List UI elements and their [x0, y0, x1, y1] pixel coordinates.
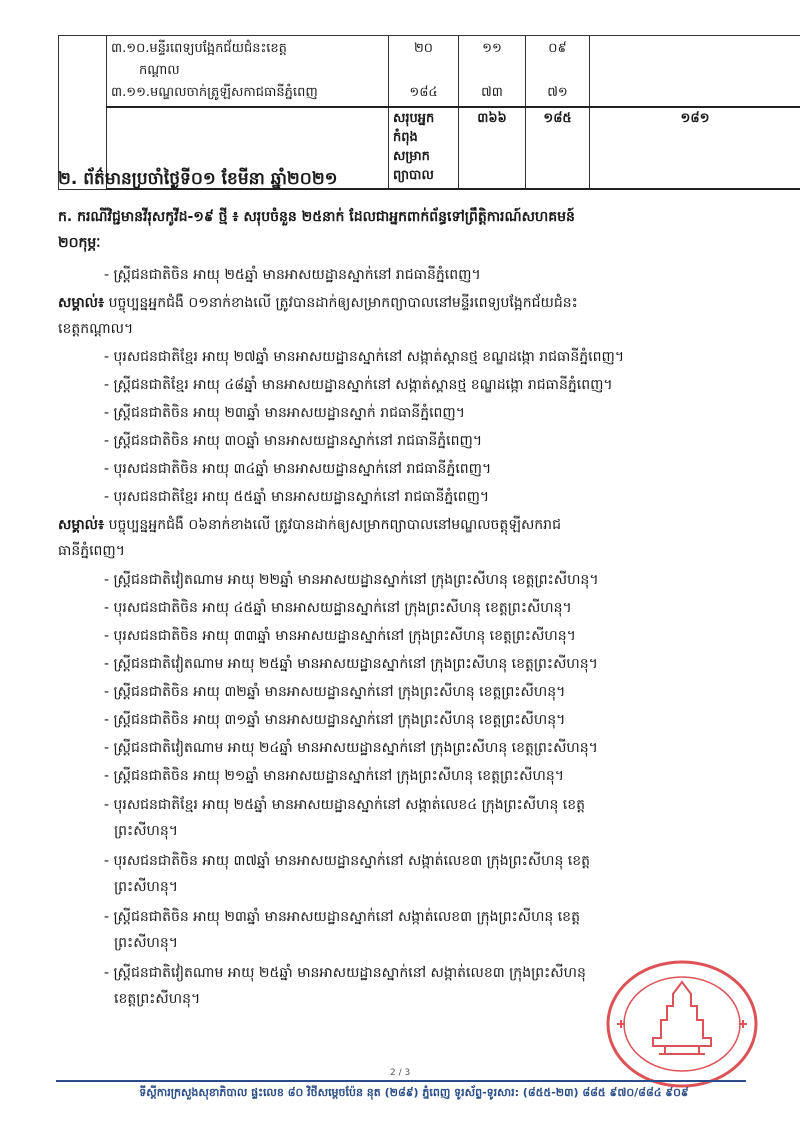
list-item: - ស្ត្រីជនជាតិខ្មែរ អាយុ ៤៨ឆ្នាំ មានអាសយដ្ឋានស្នាក់នៅ សង្កាត់ស្ពានថ្ម ខណ្ឌដង្កោ រាជធានីភ្នំពេញ។: [104, 377, 613, 393]
list-item: - ស្ត្រីជនជាតិវៀតណាម អាយុ ២៥ឆ្នាំ មានអាសយដ្ឋានស្នាក់នៅ សង្កាត់លេខ៣ ក្រុងព្រះសីហនុ ខេត្តព្រះសីហនុ។: [104, 965, 586, 1007]
row-name-cont: កណ្តាល: [139, 63, 180, 78]
total-label: សរុបអ្នកកំពុងសម្រាកព្យាបាល: [389, 107, 459, 189]
cell-female: ៧១: [547, 85, 568, 100]
list-item: - ស្ត្រីជនជាតិវៀតណាម អាយុ ២៥ឆ្នាំ មានអាសយដ្ឋានស្នាក់នៅ ក្រុងព្រះសីហនុ ខេត្តព្រះសីហនុ។: [104, 656, 598, 672]
list-item: - បុរសជនជាតិខ្មែរ អាយុ ២៥ឆ្នាំ មានអាសយដ្ឋានស្នាក់នៅ សង្កាត់លេខ៤ ក្រុងព្រះសីហនុ ខេត្ត ព្រះសីហនុ។: [104, 797, 586, 839]
list-item: - ស្ត្រីជនជាតិចិន អាយុ ៣១ឆ្នាំ មានអាសយដ្ឋានស្នាក់នៅ ក្រុងព្រះសីហនុ ខេត្តព្រះសីហនុ។: [104, 712, 566, 728]
list-item: - បុរសជនជាតិខ្មែរ អាយុ ៥៥ឆ្នាំ មានអាសយដ្ឋានស្នាក់នៅ រាជធានីភ្នំពេញ។: [104, 489, 490, 505]
cell-female: ០៩: [548, 41, 567, 56]
patients-table: [58, 35, 800, 190]
list-item: - ស្ត្រីជនជាតិចិន អាយុ ៣០ឆ្នាំ មានអាសយដ្ឋានស្នាក់នៅ រាជធានីភ្នំពេញ។: [104, 433, 483, 449]
cell-male: ១១: [482, 41, 502, 56]
note-1: សម្គាល់៖ បច្ចុប្បន្នអ្នកជំងឺ ០១នាក់ខាងលើ ត្រូវបានដាក់ឲ្យសម្រាកព្យាបាលនៅមន្ទីរពេទ្យបង្អែកជ័យជំនះ ខេត្តកណ្តាល។: [58, 295, 578, 337]
cell-male: ៧៣: [481, 85, 503, 100]
list-item: - បុរសជនជាតិខ្មែរ អាយុ ២៧ឆ្នាំ មានអាសយដ្ឋានស្នាក់នៅ សង្កាត់ស្ពានថ្ម ខណ្ឌដង្កោ រាជធានីភ្នំពេញ។: [104, 349, 625, 365]
footer-divider: [56, 1080, 746, 1082]
list-item: - បុរសជនជាតិចិន អាយុ ៤៥ឆ្នាំ មានអាសយដ្ឋានស្នាក់នៅ ក្រុងព្រះសីហនុ ខេត្តព្រះសីហនុ។: [104, 600, 572, 616]
list-item: - ស្ត្រីជនជាតិវៀតណាម អាយុ ២២ឆ្នាំ មានអាសយដ្ឋានស្នាក់នៅ ក្រុងព្រះសីហនុ ខេត្តព្រះសីហនុ។: [104, 572, 599, 588]
row-name: ៣.១០.មន្ទីរពេទ្យបង្អែកជ័យជំនះខេត្ត: [111, 41, 287, 56]
list-item: - ស្ត្រីជនជាតិចិន អាយុ ២១ឆ្នាំ មានអាសយដ្ឋានស្នាក់នៅ ក្រុងព្រះសីហនុ ខេត្តព្រះសីហនុ។: [104, 768, 564, 784]
list-item: - ស្ត្រីជនជាតិចិន អាយុ ២៣ឆ្នាំ មានអាសយដ្ឋានស្នាក់នៅ សង្កាត់លេខ៣ ក្រុងព្រះសីហនុ ខេត្ត ព្រះសីហនុ។: [104, 909, 580, 951]
list-item: - បុរសជនជាតិចិន អាយុ ៣៣ឆ្នាំ មានអាសយដ្ឋានស្នាក់នៅ ក្រុងព្រះសីហនុ ខេត្តព្រះសីហនុ។: [104, 628, 576, 644]
row-name: ៣.១១.មណ្ឌលចាក់ត្រូឡីសកាជធានីភ្នំពេញ: [111, 85, 318, 100]
section-heading: ២. ព័ត៌មានប្រចាំថ្ងៃទី០១ ខែមីនា ឆ្នាំ២០២១: [58, 169, 338, 189]
table-row: [59, 36, 800, 108]
cell-total: ២០: [413, 41, 434, 56]
list-item: - ស្ត្រីជនជាតិវៀតណាម អាយុ ២៤ឆ្នាំ មានអាសយដ្ឋានស្នាក់នៅ ក្រុងព្រះសីហនុ ខេត្តព្រះសីហនុ។: [104, 740, 598, 756]
total-c2: ១៨៥: [526, 107, 590, 189]
page-number: 2 / 3: [390, 1068, 411, 1078]
section-subheading: ក. ករណីវិជ្ជមានវីរុសកូវីដ-១៩ ថ្មី ៖ សរុបចំនួន ២៥នាក់ ដែលជាអ្នកពាក់ព័ន្ធទៅព្រឹត្តិការណ៍សហគមន៍ ២០កុម្ភៈ: [58, 209, 575, 251]
total-c1: ៣៦៦: [459, 107, 526, 189]
official-seal-icon: [603, 958, 761, 1090]
list-item: - បុរសជនជាតិចិន អាយុ ៣៤ឆ្នាំ មានអាសយដ្ឋានស្នាក់នៅ រាជធានីភ្នំពេញ។: [104, 461, 492, 477]
list-item: - ស្ត្រីជនជាតិចិន អាយុ ២៣ឆ្នាំ មានអាសយដ្ឋានស្នាក់ រាជធានីភ្នំពេញ។: [104, 405, 465, 421]
footer-address: ទីស្តីការក្រសួងសុខាភិបាល ផ្ទះលេខ ៨០ វិថីសម្តេចប៉ែន នុត (២៨៩) ភ្នំពេញ ទូរស័ព្ទ-ទូរសារ: (៨៥៥-២៣) ៨៨៥ ៩៧០/៨៨៤ ៩០៩: [139, 1086, 689, 1099]
cell-total: ១៨៤: [409, 85, 438, 100]
total-c3: ១៨១: [590, 107, 800, 189]
note-2: សម្គាល់៖ បច្ចុប្បន្នអ្នកជំងឺ ០៦នាក់ខាងលើ ត្រូវបានដាក់ឲ្យសម្រាកព្យាបាលនៅមណ្ឌលចត្តុឡីសករាជ ធានីភ្នំពេញ។: [58, 517, 561, 559]
list-item: - បុរសជនជាតិចិន អាយុ ៣៧ឆ្នាំ មានអាសយដ្ឋានស្នាក់នៅ សង្កាត់លេខ៣ ក្រុងព្រះសីហនុ ខេត្ត ព្រះសីហនុ។: [104, 853, 591, 895]
list-item: - ស្ត្រីជនជាតិចិន អាយុ ២៥ឆ្នាំ មានអាសយដ្ឋានស្នាក់នៅ រាជធានីភ្នំពេញ។: [104, 267, 481, 283]
list-item: - ស្ត្រីជនជាតិចិន អាយុ ៣២ឆ្នាំ មានអាសយដ្ឋានស្នាក់នៅ ក្រុងព្រះសីហនុ ខេត្តព្រះសីហនុ។: [104, 684, 566, 700]
